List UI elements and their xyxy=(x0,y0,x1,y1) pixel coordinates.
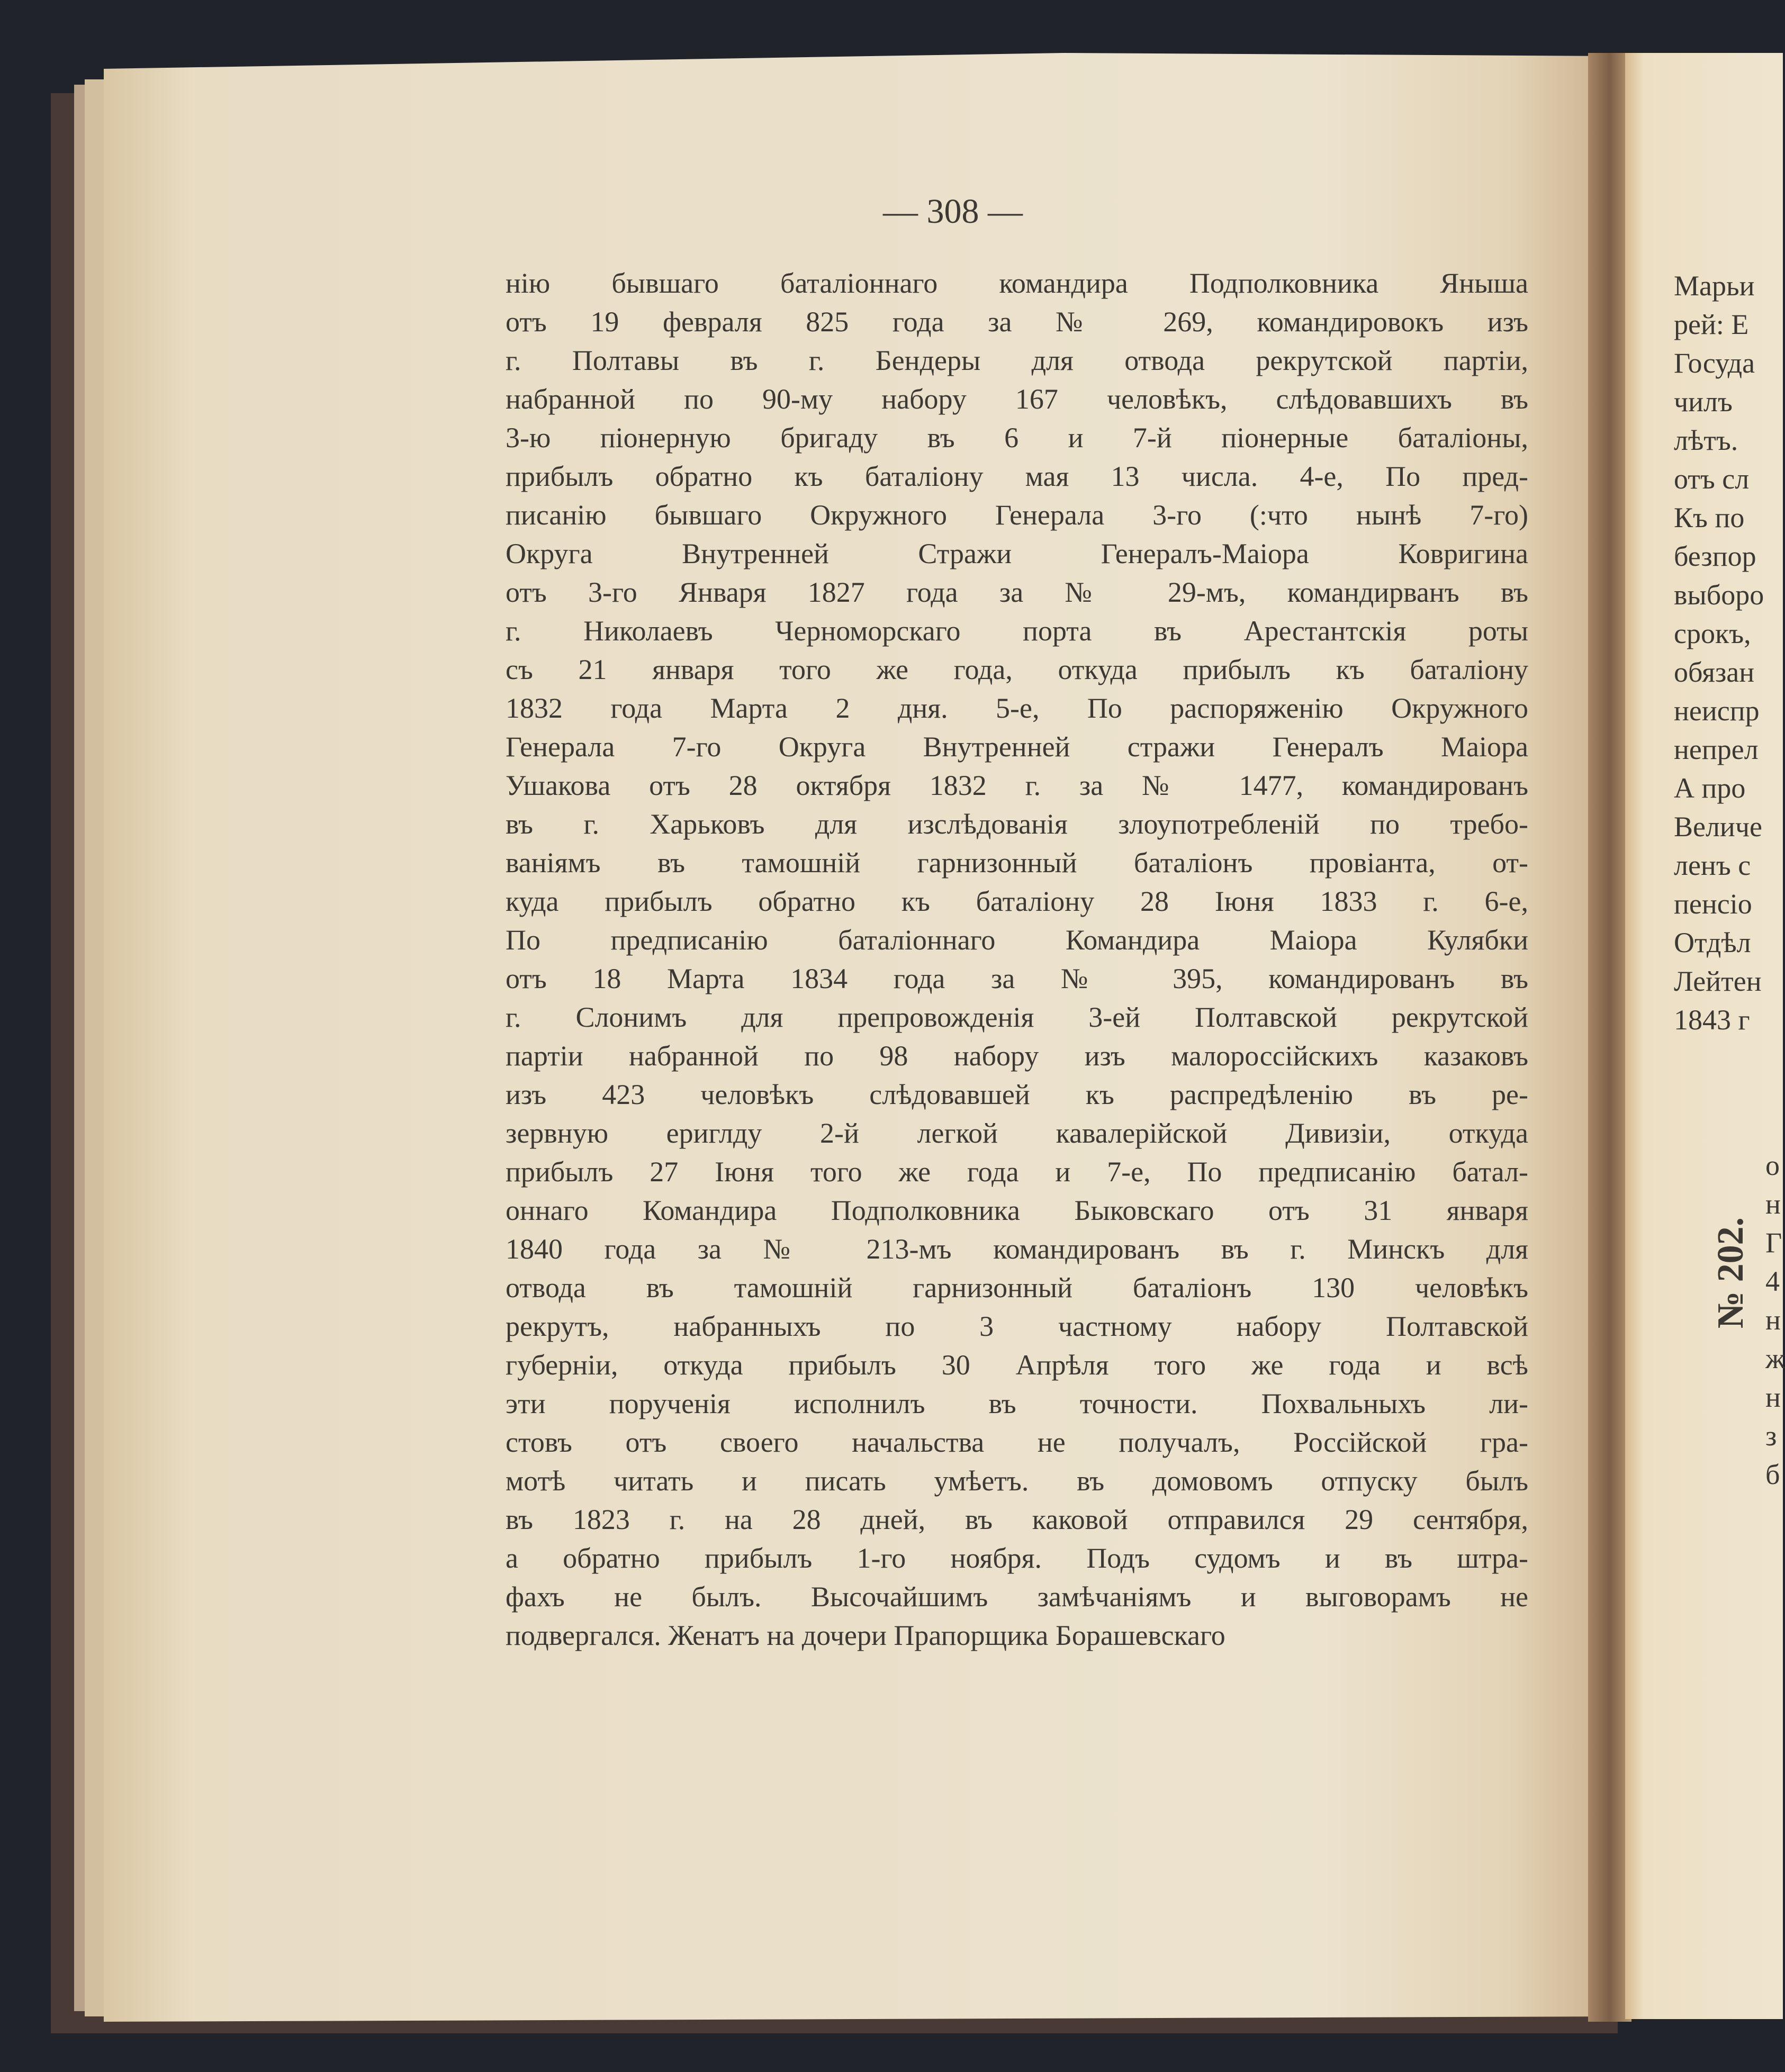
text-line: стовъ отъ своего начальства не получалъ, Россійской гра- xyxy=(506,1426,1528,1458)
text-line: эти порученія исполнилъ въ точности. Похвальныхъ ли- xyxy=(506,1388,1528,1419)
text-line: изъ 423 человѣкъ слѣдовавшей къ распредѣленію въ ре- xyxy=(506,1079,1528,1110)
facing-text-fragment: чилъ xyxy=(1674,386,1733,418)
text-line: прибылъ обратно къ баталіону мая 13 числа. 4-е, По пред- xyxy=(506,460,1528,492)
page-number: — 308 — xyxy=(883,192,1023,231)
text-line: рекрутъ, набранныхъ по 3 частному набору Полтавской xyxy=(506,1310,1528,1342)
facing-text-fragment: безпор xyxy=(1674,540,1756,572)
text-line: подвергался. Женатъ на дочери Прапорщика Борашевскаго xyxy=(506,1619,1225,1651)
text-line: набранной по 90-му набору 167 человѣкъ, слѣдовавшихъ въ xyxy=(506,383,1528,415)
text-line: оннаго Командира Подполковника Быковскаго отъ 31 января xyxy=(506,1195,1528,1226)
text-line: отъ 19 февраля 825 года за № 269, командировокъ изъ xyxy=(506,306,1528,338)
text-line: зервную ериглду 2-й легкой кавалерійской Дивизіи, откуда xyxy=(506,1117,1528,1149)
text-line: ваніямъ въ тамошній гарнизонный баталіонъ провіанта, от- xyxy=(506,847,1528,879)
facing-text-fragment: рей: Е xyxy=(1674,309,1749,340)
facing-text-fragment: обязан xyxy=(1674,656,1755,688)
text-line: отъ 3-го Января 1827 года за № 29-мъ, командирванъ въ xyxy=(506,576,1528,608)
facing-text-letter: н xyxy=(1765,1188,1781,1220)
facing-text-fragment: Лейтен xyxy=(1674,965,1762,997)
facing-text-fragment: выборо xyxy=(1674,579,1764,611)
facing-text-fragment: Марьи xyxy=(1674,270,1755,302)
text-line: въ 1823 г. на 28 дней, въ каковой отправился 29 сентября, xyxy=(506,1504,1528,1535)
text-line: г. Николаевъ Черноморскаго порта въ Арестантскія роты xyxy=(506,615,1528,647)
text-line: а обратно прибылъ 1-го ноября. Подъ судомъ и въ штра- xyxy=(506,1542,1528,1574)
facing-text-letter: 4 xyxy=(1765,1265,1780,1297)
facing-text-fragment: отъ сл xyxy=(1674,463,1750,495)
facing-text-fragment: Отдѣл xyxy=(1674,927,1751,958)
text-line: прибылъ 27 Іюня того же года и 7-е, По предписанію батал- xyxy=(506,1156,1528,1188)
text-line: отъ 18 Марта 1834 года за № 395, командированъ въ xyxy=(506,963,1528,994)
facing-text-letter: н xyxy=(1765,1304,1781,1336)
text-line: мотѣ читать и писать умѣетъ. въ домовомъ отпуску былъ xyxy=(506,1465,1528,1497)
facing-text-fragment: А про xyxy=(1674,772,1746,804)
text-line: съ 21 января того же года, откуда прибылъ къ баталіону xyxy=(506,654,1528,685)
text-line: губерніи, откуда прибылъ 30 Апрѣля того же года и всѣ xyxy=(506,1349,1528,1381)
facing-text-letter: ж xyxy=(1765,1343,1785,1374)
text-line: Генерала 7-го Округа Внутренней стражи Генералъ Маіора xyxy=(506,731,1528,763)
text-line: Ушакова отъ 28 октября 1832 г. за № 1477, командированъ xyxy=(506,770,1528,801)
text-line: партіи набранной по 98 набору изъ малороссійскихъ казаковъ xyxy=(506,1040,1528,1072)
facing-text-fragment: непрел xyxy=(1674,734,1759,765)
text-line: фахъ не былъ. Высочайшимъ замѣчаніямъ и выговорамъ не xyxy=(506,1581,1528,1613)
facing-text-fragment: неиспр xyxy=(1674,695,1760,727)
facing-text-letter: о xyxy=(1765,1150,1780,1181)
text-line: нію бывшаго баталіоннаго командира Подполковника Яныша xyxy=(506,267,1528,299)
facing-text-fragment: пенсіо xyxy=(1674,888,1752,920)
text-line: куда прибылъ обратно къ баталіону 28 Іюня 1833 г. 6-е, xyxy=(506,885,1528,917)
text-line: 1832 года Марта 2 дня. 5-е, По распоряженію Окружного xyxy=(506,692,1528,724)
text-line: 3-ю піонерную бригаду въ 6 и 7-й піонерные баталіоны, xyxy=(506,422,1528,454)
text-line: въ г. Харьковъ для изслѣдованія злоупотребленій по требо- xyxy=(506,808,1528,840)
text-line: г. Полтавы въ г. Бендеры для отвода рекрутской партіи, xyxy=(506,345,1528,376)
facing-text-letter: Г xyxy=(1765,1227,1782,1259)
facing-text-letter: н xyxy=(1765,1381,1781,1413)
facing-text-letter: б xyxy=(1765,1459,1780,1490)
facing-text-fragment: лѣтъ. xyxy=(1674,424,1738,456)
facing-text-fragment: ленъ с xyxy=(1674,849,1751,881)
facing-text-letter: з xyxy=(1765,1420,1777,1452)
facing-text-fragment: Къ по xyxy=(1674,502,1745,533)
facing-text-fragment: Госуда xyxy=(1674,347,1755,379)
text-line: отвода въ тамошній гарнизонный баталіонъ 130 человѣкъ xyxy=(506,1272,1528,1304)
facing-text-fragment: срокъ, xyxy=(1674,618,1751,649)
document-number: № 202. xyxy=(1710,1217,1751,1329)
text-line: г. Слонимъ для препровожденія 3-ей Полтавской рекрутской xyxy=(506,1001,1528,1033)
text-line: писанію бывшаго Окружного Генерала 3-го (:что нынѣ 7-го) xyxy=(506,499,1528,531)
facing-text-fragment: Величе xyxy=(1674,811,1762,843)
text-line: 1840 года за № 213-мъ командированъ въ г. Минскъ для xyxy=(506,1233,1528,1265)
facing-text-fragment: 1843 г xyxy=(1674,1004,1750,1036)
text-line: Округа Внутренней Стражи Генералъ-Маіора Ковригина xyxy=(506,538,1528,569)
text-line: По предписанію баталіоннаго Командира Маіора Кулябки xyxy=(506,924,1528,956)
